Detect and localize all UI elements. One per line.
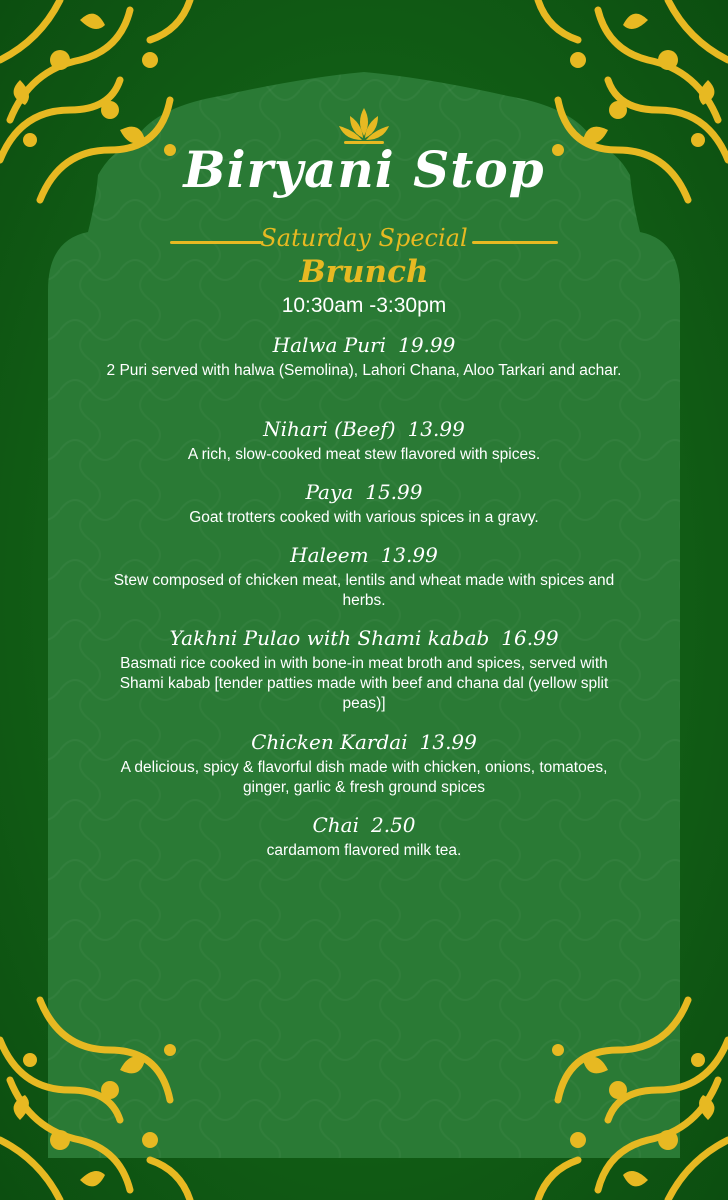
item-description: Basmati rice cooked in with bone-in meat broth and spices, served with Shami kabab [tender patties made with beef and chana dal (yellow split peas)] [119,655,609,712]
item-title [104,812,624,838]
item-description: A rich, slow-cooked meat stew flavored with spices. [187,446,541,463]
item-price: 16.99 [501,626,559,650]
item-description: cardamom flavored milk tea. [266,842,462,859]
item-price: 13.99 [419,730,477,754]
item-name: Paya [305,480,354,504]
item-name: Halwa Puri [272,333,387,357]
floral-ornament-icon [513,985,728,1200]
special-label: Saturday Special [260,224,468,252]
menu-item [104,729,624,798]
item-name: Nihari (Beef) [263,417,396,441]
item-description: Stew composed of chicken meat, lentils and wheat made with spices and herbs. [113,572,615,609]
item-title [104,416,624,442]
item-title [104,729,624,755]
item-title [104,625,624,651]
restaurant-name: Biryani Stop [183,140,545,199]
item-price: 19.99 [398,333,456,357]
item-price: 15.99 [365,480,423,504]
special-banner [170,224,558,258]
item-title [104,542,624,568]
item-description: A delicious, spicy & flavorful dish made with chicken, onions, tomatoes, ginger, garlic & fresh ground spices [120,759,608,796]
item-description: Goat trotters cooked with various spices in a gravy. [189,509,539,526]
item-name: Chicken Kardai [251,730,408,754]
meal-label: Brunch [299,254,429,290]
item-name: Chai [312,813,359,837]
item-title [104,332,624,358]
item-price: 13.99 [380,543,438,567]
item-name: Haleem [290,543,369,567]
menu-item [104,625,624,714]
item-price: 2.50 [370,813,416,837]
menu-item [104,812,624,861]
item-name: Yakhni Pulao with Shami kabab [169,626,490,650]
item-title [104,479,624,505]
menu-item [104,332,624,381]
menu-item [104,542,624,611]
hours-text: 10:30am -3:30pm [281,294,447,317]
menu-item [104,416,624,465]
floral-ornament-icon [0,985,215,1200]
item-description: 2 Puri served with halwa (Semolina), Lahori Chana, Aloo Tarkari and achar. [106,362,622,379]
item-price: 13.99 [407,417,465,441]
menu-item [104,479,624,528]
